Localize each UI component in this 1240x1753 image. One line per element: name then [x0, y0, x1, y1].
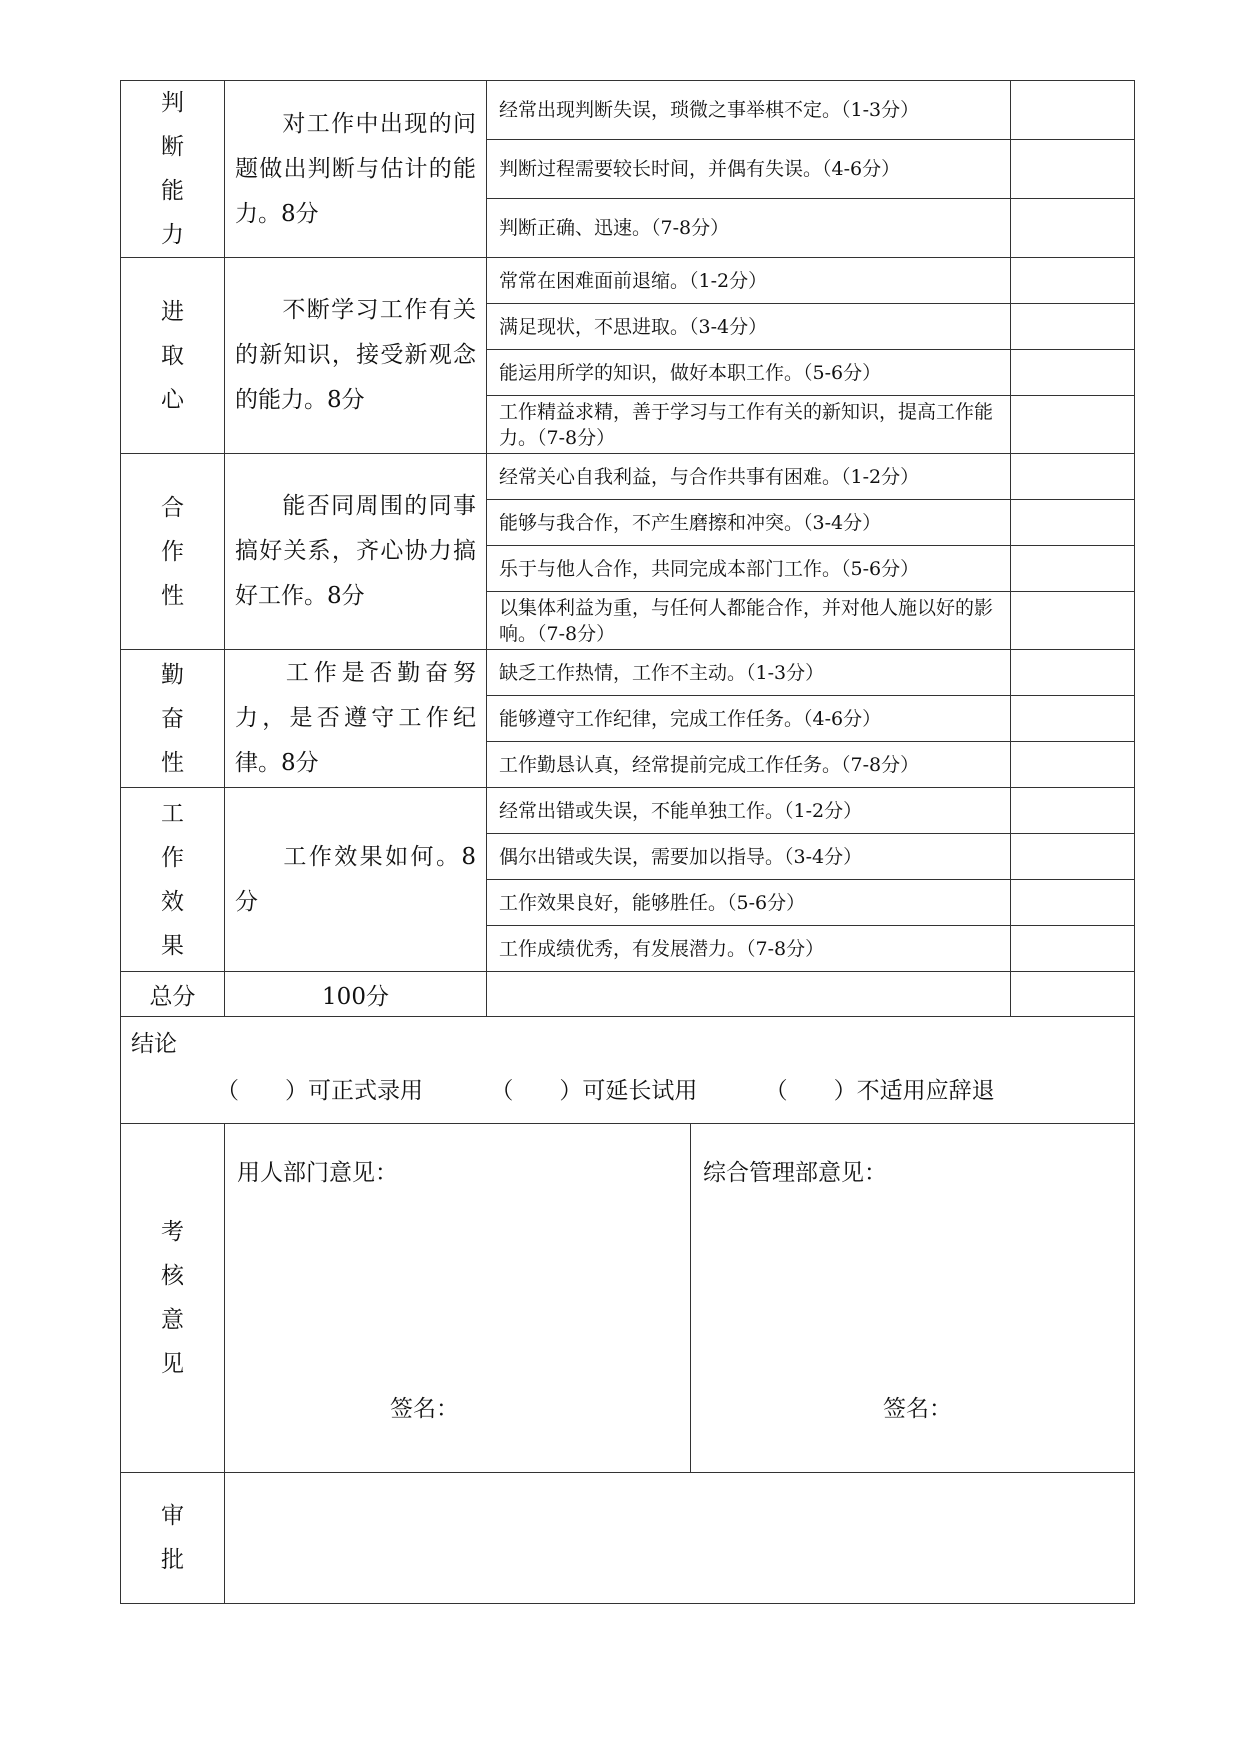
- description-cooperation: 能否同周围的同事搞好关系，齐心协力搞好工作。8分: [225, 454, 487, 650]
- criterion: 判断正确、迅速。（7-8分）: [487, 199, 1011, 258]
- criterion: 判断过程需要较长时间，并偶有失误。（4-6分）: [487, 140, 1011, 199]
- evaluation-form: [120, 80, 1134, 1604]
- description-diligence: 工作是否勤奋努力，是否遵守工作纪律。8分: [225, 650, 487, 788]
- criterion: 工作勤恳认真，经常提前完成工作任务。（7-8分）: [487, 742, 1011, 788]
- review-row: [121, 1124, 1135, 1473]
- dept-opinion-cell[interactable]: [225, 1124, 691, 1473]
- score-cell[interactable]: [1011, 396, 1135, 454]
- category-initiative: 进 取 心: [121, 258, 225, 454]
- evaluation-table: [120, 80, 1135, 1124]
- category-review: 考 核 意 见: [121, 1124, 225, 1473]
- score-cell[interactable]: [1011, 788, 1135, 834]
- option-extend[interactable]: （ ）可延长试用: [490, 1078, 698, 1104]
- total-label: 总分: [121, 972, 225, 1017]
- dept-signature-label: 签名：: [390, 1396, 459, 1422]
- conclusion-cell: [121, 1017, 1135, 1124]
- criterion: 偶尔出错或失误，需要加以指导。（3-4分）: [487, 834, 1011, 880]
- section-cooperation: [121, 454, 1135, 500]
- total-criteria-cell: [487, 972, 1011, 1017]
- score-cell[interactable]: [1011, 926, 1135, 972]
- section-initiative: [121, 258, 1135, 304]
- section-diligence: [121, 650, 1135, 696]
- criterion: 满足现状，不思进取。（3-4分）: [487, 304, 1011, 350]
- criterion: 常常在困难面前退缩。（1-2分）: [487, 258, 1011, 304]
- criterion: 工作效果良好，能够胜任。（5-6分）: [487, 880, 1011, 926]
- total-value: 100分: [225, 972, 487, 1017]
- review-table: [120, 1124, 1135, 1604]
- criterion: 能够与我合作，不产生磨擦和冲突。（3-4分）: [487, 500, 1011, 546]
- category-work-results: 工 作 效 果: [121, 788, 225, 972]
- criterion: 能运用所学的知识，做好本职工作。（5-6分）: [487, 350, 1011, 396]
- admin-opinion-cell[interactable]: [691, 1124, 1135, 1473]
- section-judgment: [121, 81, 1135, 140]
- conclusion-row: [121, 1017, 1135, 1124]
- criterion: 经常关心自我利益，与合作共事有困难。（1-2分）: [487, 454, 1011, 500]
- admin-opinion-label: 综合管理部意见：: [703, 1160, 887, 1186]
- criterion: 能够遵守工作纪律，完成工作任务。（4-6分）: [487, 696, 1011, 742]
- score-cell[interactable]: [1011, 696, 1135, 742]
- admin-signature-label: 签名：: [883, 1396, 952, 1422]
- description-work-results: 工作效果如何。8分: [225, 788, 487, 972]
- score-cell[interactable]: [1011, 546, 1135, 592]
- criterion: 乐于与他人合作，共同完成本部门工作。（5-6分）: [487, 546, 1011, 592]
- total-score-cell[interactable]: [1011, 972, 1135, 1017]
- criterion: 工作成绩优秀，有发展潜力。（7-8分）: [487, 926, 1011, 972]
- category-judgment: 判 断 能 力: [121, 81, 225, 258]
- score-cell[interactable]: [1011, 258, 1135, 304]
- score-cell[interactable]: [1011, 650, 1135, 696]
- criterion: 工作精益求精，善于学习与工作有关的新知识，提高工作能力。（7-8分）: [487, 396, 1011, 454]
- score-cell[interactable]: [1011, 834, 1135, 880]
- option-hire[interactable]: （ ）可正式录用: [216, 1078, 423, 1104]
- score-cell[interactable]: [1011, 140, 1135, 199]
- score-cell[interactable]: [1011, 742, 1135, 788]
- total-row: [121, 972, 1135, 1017]
- option-dismiss[interactable]: （ ）不适用应辞退: [764, 1078, 995, 1104]
- score-cell[interactable]: [1011, 880, 1135, 926]
- criterion: 缺乏工作热情，工作不主动。（1-3分）: [487, 650, 1011, 696]
- dept-opinion-label: 用人部门意见：: [237, 1160, 398, 1186]
- category-cooperation: 合 作 性: [121, 454, 225, 650]
- description-initiative: 不断学习工作有关的新知识，接受新观念的能力。8分: [225, 258, 487, 454]
- criterion: 以集体利益为重，与任何人都能合作，并对他人施以好的影响。（7-8分）: [487, 592, 1011, 650]
- score-cell[interactable]: [1011, 304, 1135, 350]
- criterion: 经常出现判断失误，琐微之事举棋不定。（1-3分）: [487, 81, 1011, 140]
- criterion: 经常出错或失误，不能单独工作。（1-2分）: [487, 788, 1011, 834]
- category-approval: 审 批: [121, 1473, 225, 1604]
- section-work-results: [121, 788, 1135, 834]
- score-cell[interactable]: [1011, 454, 1135, 500]
- approval-cell[interactable]: [225, 1473, 1135, 1604]
- score-cell[interactable]: [1011, 81, 1135, 140]
- category-diligence: 勤 奋 性: [121, 650, 225, 788]
- score-cell[interactable]: [1011, 592, 1135, 650]
- score-cell[interactable]: [1011, 199, 1135, 258]
- description-judgment: 对工作中出现的问题做出判断与估计的能力。8分: [225, 81, 487, 258]
- approval-row: [121, 1473, 1135, 1604]
- score-cell[interactable]: [1011, 350, 1135, 396]
- conclusion-label: 结论: [131, 1031, 177, 1057]
- score-cell[interactable]: [1011, 500, 1135, 546]
